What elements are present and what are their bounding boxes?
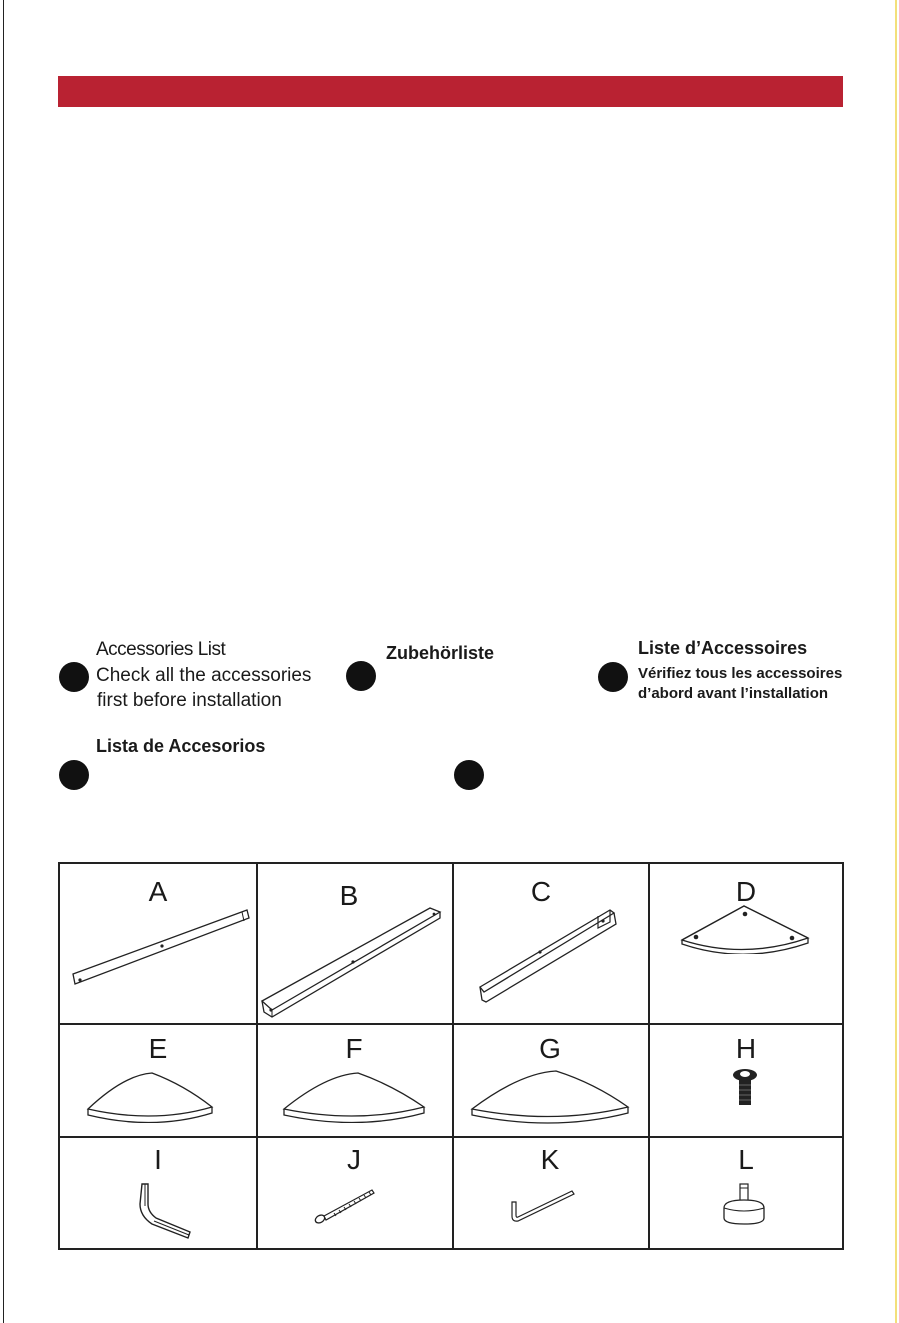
channel-bracket-icon	[472, 902, 622, 1007]
page-edge-right	[895, 0, 897, 1323]
part-cell-a	[60, 864, 256, 1023]
part-letter: K	[540, 1144, 560, 1175]
section-title: Zubehörliste	[386, 643, 495, 663]
part-letter: F	[345, 1033, 363, 1064]
small-hex-key-icon	[508, 1188, 578, 1226]
part-letter: A	[148, 876, 168, 907]
corner-shelf-icon	[84, 1069, 214, 1123]
part-letter: I	[154, 1144, 162, 1175]
bullet-dot	[598, 662, 628, 692]
part-letter: H	[735, 1033, 757, 1064]
part-cell-g	[452, 1023, 648, 1136]
part-cell-d	[648, 864, 844, 1023]
part-letter: B	[339, 880, 359, 911]
bullet-dot	[59, 760, 89, 790]
section-title: Liste d’Accessoires	[638, 638, 808, 658]
part-cell-c	[452, 864, 648, 1023]
part-letter: L	[738, 1144, 754, 1175]
part-cell-e	[60, 1023, 256, 1136]
bolt-icon	[728, 1067, 762, 1107]
parts-grid	[58, 862, 844, 1250]
wood-screw-icon	[314, 1186, 378, 1226]
part-letter: J	[347, 1144, 361, 1175]
part-cell-i	[60, 1136, 256, 1250]
section-line: first before installation	[97, 690, 282, 711]
section-title: Lista de Accesorios	[96, 736, 266, 756]
large-hex-key-icon	[136, 1182, 196, 1240]
corner-shelf-icon	[282, 1069, 428, 1123]
corner-shelf-large-icon	[470, 1067, 632, 1125]
leveling-foot-icon	[720, 1182, 768, 1228]
part-cell-k	[452, 1136, 648, 1250]
bullet-dot	[346, 661, 376, 691]
part-cell-b	[256, 864, 452, 1023]
section-line: d’abord avant l’installation	[638, 685, 829, 702]
corner-shelf-holes-icon	[678, 902, 814, 954]
bullet-dot	[59, 662, 89, 692]
angle-bracket-icon	[260, 902, 446, 1020]
page-edge-left	[3, 0, 4, 1323]
part-cell-j	[256, 1136, 452, 1250]
straight-bracket-icon	[70, 904, 250, 989]
header-banner	[58, 76, 843, 107]
section-title: Accessories List	[96, 639, 226, 660]
part-letter: C	[530, 876, 552, 907]
part-cell-f	[256, 1023, 452, 1136]
bullet-dot	[454, 760, 484, 790]
part-cell-h	[648, 1023, 844, 1136]
section-line: Vérifiez tous les accessoires	[638, 665, 843, 682]
part-letter: G	[539, 1033, 561, 1064]
part-letter: D	[735, 876, 757, 907]
section-line: Check all the accessories	[96, 665, 312, 686]
part-cell-l	[648, 1136, 844, 1250]
part-letter: E	[148, 1033, 168, 1064]
